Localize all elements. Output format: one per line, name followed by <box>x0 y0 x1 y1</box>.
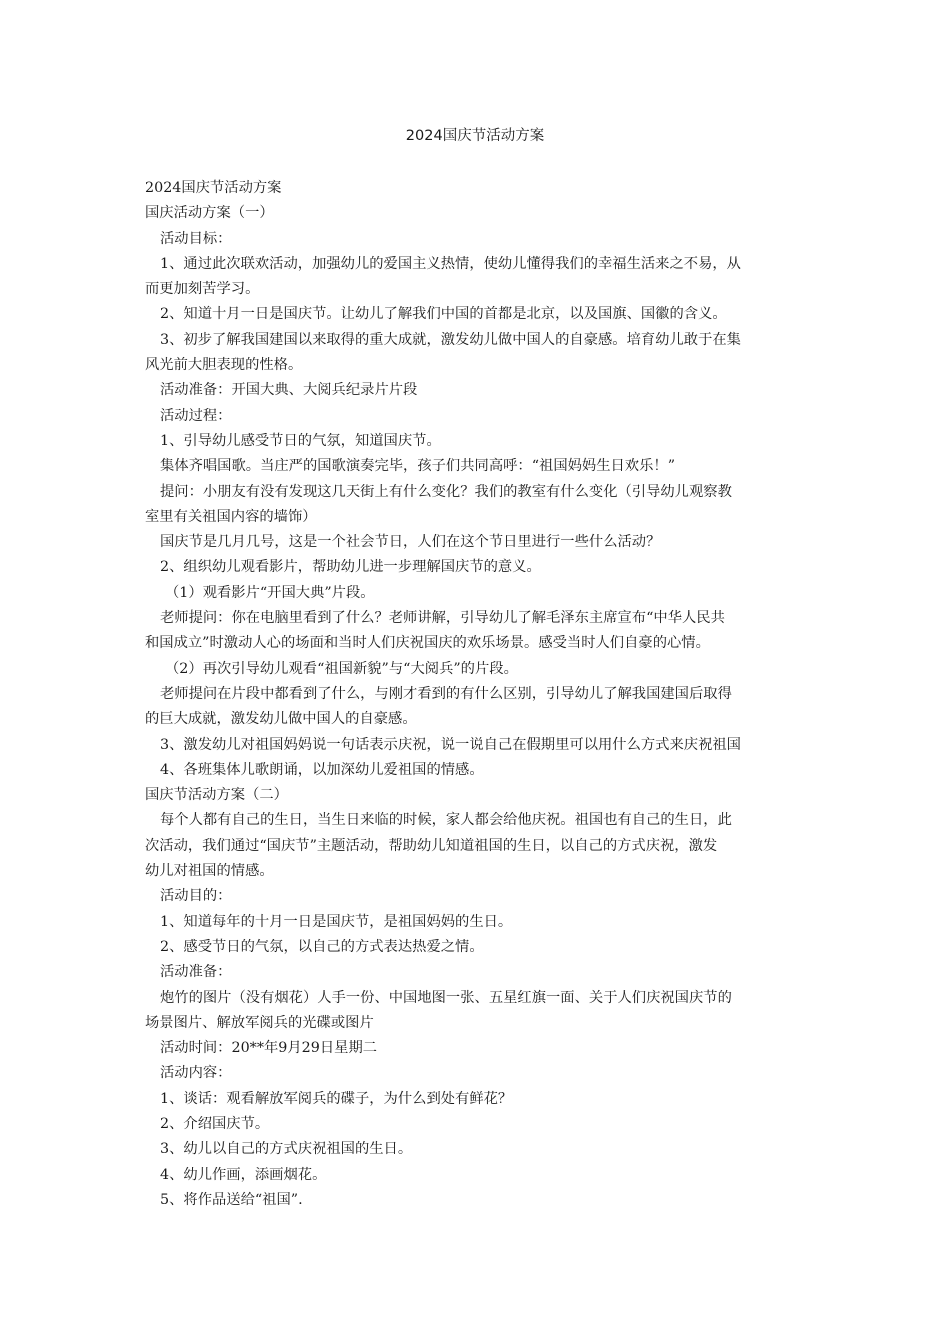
text-line: 集体齐唱国歌。当庄严的国歌演奏完毕，孩子们共同高呼：“祖国妈妈生日欢乐！” <box>160 458 676 475</box>
text-line: 幼儿对祖国的情感。 <box>145 863 274 880</box>
text-line: 国庆节是几月几号，这是一个社会节日，人们在这个节日里进行一些什么活动？ <box>160 534 661 551</box>
text-line: 国庆活动方案（一） <box>145 205 274 222</box>
text-line: 风光前大胆表现的性格。 <box>145 357 303 374</box>
text-line: 的巨大成就，激发幼儿做中国人的自豪感。 <box>145 711 417 728</box>
text-line: 2、知道十月一日是国庆节。让幼儿了解我们中国的首都是北京，以及国旗、国徽的含义。 <box>160 306 727 323</box>
text-line: 老师提问在片段中都看到了什么，与刚才看到的有什么区别，引导幼儿了解我国建国后取得 <box>160 685 732 702</box>
text-line: 炮竹的图片（没有烟花）人手一份、中国地图一张、五星红旗一面、关于人们庆祝国庆节的 <box>160 989 732 1006</box>
text-line: 每个人都有自己的生日，当生日来临的时候，家人都会给他庆祝。祖国也有自己的生日，此 <box>160 812 732 829</box>
text-line: 2024国庆节活动方案 <box>145 180 282 196</box>
text-line: 活动目标： <box>160 230 232 247</box>
text-line: 3、初步了解我国建国以来取得的重大成就，激发幼儿做中国人的自豪感。培育幼儿敢于在集 <box>160 331 741 348</box>
text-line: 国庆节活动方案（二） <box>145 787 288 804</box>
text-line: （2）再次引导幼儿观看“祖国新貌”与“大阅兵”的片段。 <box>165 660 518 677</box>
text-line: 1、通过此次联欢活动，加强幼儿的爱国主义热情，使幼儿懂得我们的幸福生活来之不易，从 <box>160 255 741 272</box>
text-line: 1、知道每年的十月一日是国庆节，是祖国妈妈的生日。 <box>160 913 513 930</box>
text-line: 2、感受节日的气氛，以自己的方式表达热爱之情。 <box>160 938 484 955</box>
text-line: 1、谈话：观看解放军阅兵的碟子，为什么到处有鲜花？ <box>160 1090 513 1107</box>
text-line: 和国成立”时激动人心的场面和当时人们庆祝国庆的欢乐场景。感受当时人们自豪的心情。 <box>145 635 710 652</box>
text-line: 活动准备： <box>160 964 232 981</box>
text-line: 活动时间：20**年9月29日星期二 <box>160 1040 378 1057</box>
text-line: （1）观看影片“开国大典”片段。 <box>165 584 375 601</box>
text-line: 1、引导幼儿感受节日的气氛，知道国庆节。 <box>160 432 441 449</box>
text-line: 提问：小朋友有没有发现这几天街上有什么变化？我们的教室有什么变化（引导幼儿观察教 <box>160 483 732 500</box>
text-line: 活动目的： <box>160 888 232 905</box>
text-line: 次活动，我们通过“国庆节”主题活动，帮助幼儿知道祖国的生日，以自己的方式庆祝，激发 <box>145 837 718 854</box>
text-line: 场景图片、解放军阅兵的光碟或图片 <box>145 1014 374 1031</box>
text-line: 3、幼儿以自己的方式庆祝祖国的生日。 <box>160 1141 413 1158</box>
text-line: 而更加刻苦学习。 <box>145 281 260 298</box>
text-line: 活动内容： <box>160 1065 232 1082</box>
document-body <box>145 176 811 1213</box>
text-line: 老师提问：你在电脑里看到了什么？老师讲解，引导幼儿了解毛泽东主席宣布“中华人民共 <box>160 610 725 627</box>
text-line: 3、激发幼儿对祖国妈妈说一句话表示庆祝，说一说自己在假期里可以用什么方式来庆祝祖国 <box>160 736 741 753</box>
text-line: 2、介绍国庆节。 <box>160 1115 270 1132</box>
text-line: 室里有关祖国内容的墙饰） <box>145 508 317 525</box>
page-title: 2024国庆节活动方案 <box>405 128 545 144</box>
text-line: 4、幼儿作画，添画烟花。 <box>160 1166 327 1183</box>
text-line: 活动过程： <box>160 407 232 424</box>
text-line: 4、各班集体儿歌朗诵，以加深幼儿爱祖国的情感。 <box>160 761 484 778</box>
text-line: 5、将作品送给“祖国”. <box>160 1191 303 1208</box>
text-line: 活动准备：开国大典、大阅兵纪录片片段 <box>160 382 418 399</box>
text-line: 2、组织幼儿观看影片，帮助幼儿进一步理解国庆节的意义。 <box>160 559 541 576</box>
